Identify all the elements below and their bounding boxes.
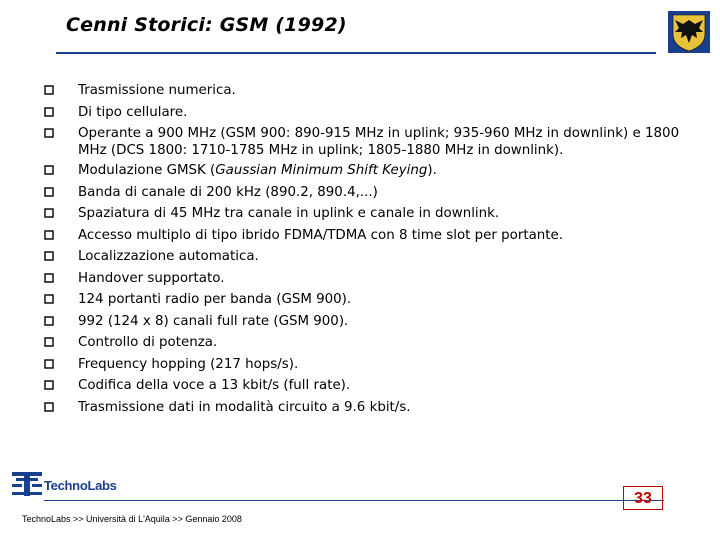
bullet-item [44, 377, 684, 396]
checkbox-bullet-icon [44, 128, 55, 139]
bullet-text: Localizzazione automatica. [78, 249, 259, 264]
bullet-item [44, 184, 684, 203]
title-divider [56, 52, 656, 54]
bullet-text: Trasmissione numerica. [78, 83, 236, 98]
bullet-emphasis: Gaussian Minimum Shift Keying [215, 163, 428, 178]
bullet-text: Modulazione GMSK ( [78, 163, 216, 178]
checkbox-bullet-icon [44, 187, 55, 198]
checkbox-bullet-icon [44, 273, 55, 284]
checkbox-bullet-icon [44, 359, 55, 370]
bullet-text: Accesso multiplo di tipo ibrido FDMA/TDMA con 8 time slot per portante. [78, 227, 564, 243]
bullet-item [44, 291, 684, 310]
checkbox-bullet-icon [44, 85, 55, 96]
checkbox-bullet-icon [44, 251, 55, 262]
checkbox-bullet-icon [44, 230, 55, 241]
bullet-item [44, 313, 684, 332]
bullet-text: Codifica della voce a 13 kbit/s (full rate). [78, 378, 351, 393]
bullet-text: Frequency hopping (217 hops/s). [78, 356, 299, 372]
bullet-item [44, 270, 684, 289]
bullet-text-suffix: ). [427, 163, 437, 178]
bullet-item [44, 205, 684, 224]
checkbox-bullet-icon [44, 208, 55, 219]
checkbox-bullet-icon [44, 165, 55, 176]
bullet-item [44, 227, 684, 246]
university-crest-icon [667, 10, 711, 54]
page-title: Cenni Storici: GSM (1992) [66, 14, 347, 36]
bullet-item [44, 125, 684, 159]
bullet-text: 992 (124 x 8) canali full rate (GSM 900). [78, 313, 349, 329]
checkbox-bullet-icon [44, 294, 55, 305]
bullet-list [44, 82, 684, 420]
logo-text: TechnoLabs [44, 478, 117, 493]
bullet-text: Di tipo cellulare. [78, 104, 188, 120]
bullet-text: 124 portanti radio per banda (GSM 900). [78, 292, 352, 307]
bullet-text: Banda di canale di 200 kHz (890.2, 890.4,...) [78, 184, 378, 200]
footer-divider [44, 500, 664, 501]
bullet-item [44, 248, 684, 267]
footer-text: TechnoLabs >> Università di L'Aquila >> Gennaio 2008 [22, 514, 242, 524]
bullet-item [44, 356, 684, 375]
bullet-text: Trasmissione dati in modalità circuito a 9.6 kbit/s. [78, 399, 411, 415]
bullet-item [44, 82, 684, 101]
page-number: 33 [623, 486, 663, 510]
bullet-text: Spaziatura di 45 MHz tra canale in uplink e canale in downlink. [78, 206, 500, 221]
checkbox-bullet-icon [44, 380, 55, 391]
bullet-text: Operante a 900 MHz (GSM 900: 890-915 MHz in uplink; 935-960 MHz in downlink) e 1800 MHz (DCS 1800: 1710-1785 MHz in uplink; 1805-1880 MHz in downlink). [78, 126, 680, 158]
checkbox-bullet-icon [44, 316, 55, 327]
checkbox-bullet-icon [44, 107, 55, 118]
bullet-item [44, 334, 684, 353]
bullet-item [44, 399, 684, 418]
checkbox-bullet-icon [44, 337, 55, 348]
bullet-item [44, 162, 684, 181]
bullet-text: Controllo di potenza. [78, 335, 218, 350]
checkbox-bullet-icon [44, 402, 55, 413]
bullet-item [44, 104, 684, 123]
bullet-text: Handover supportato. [78, 270, 225, 286]
